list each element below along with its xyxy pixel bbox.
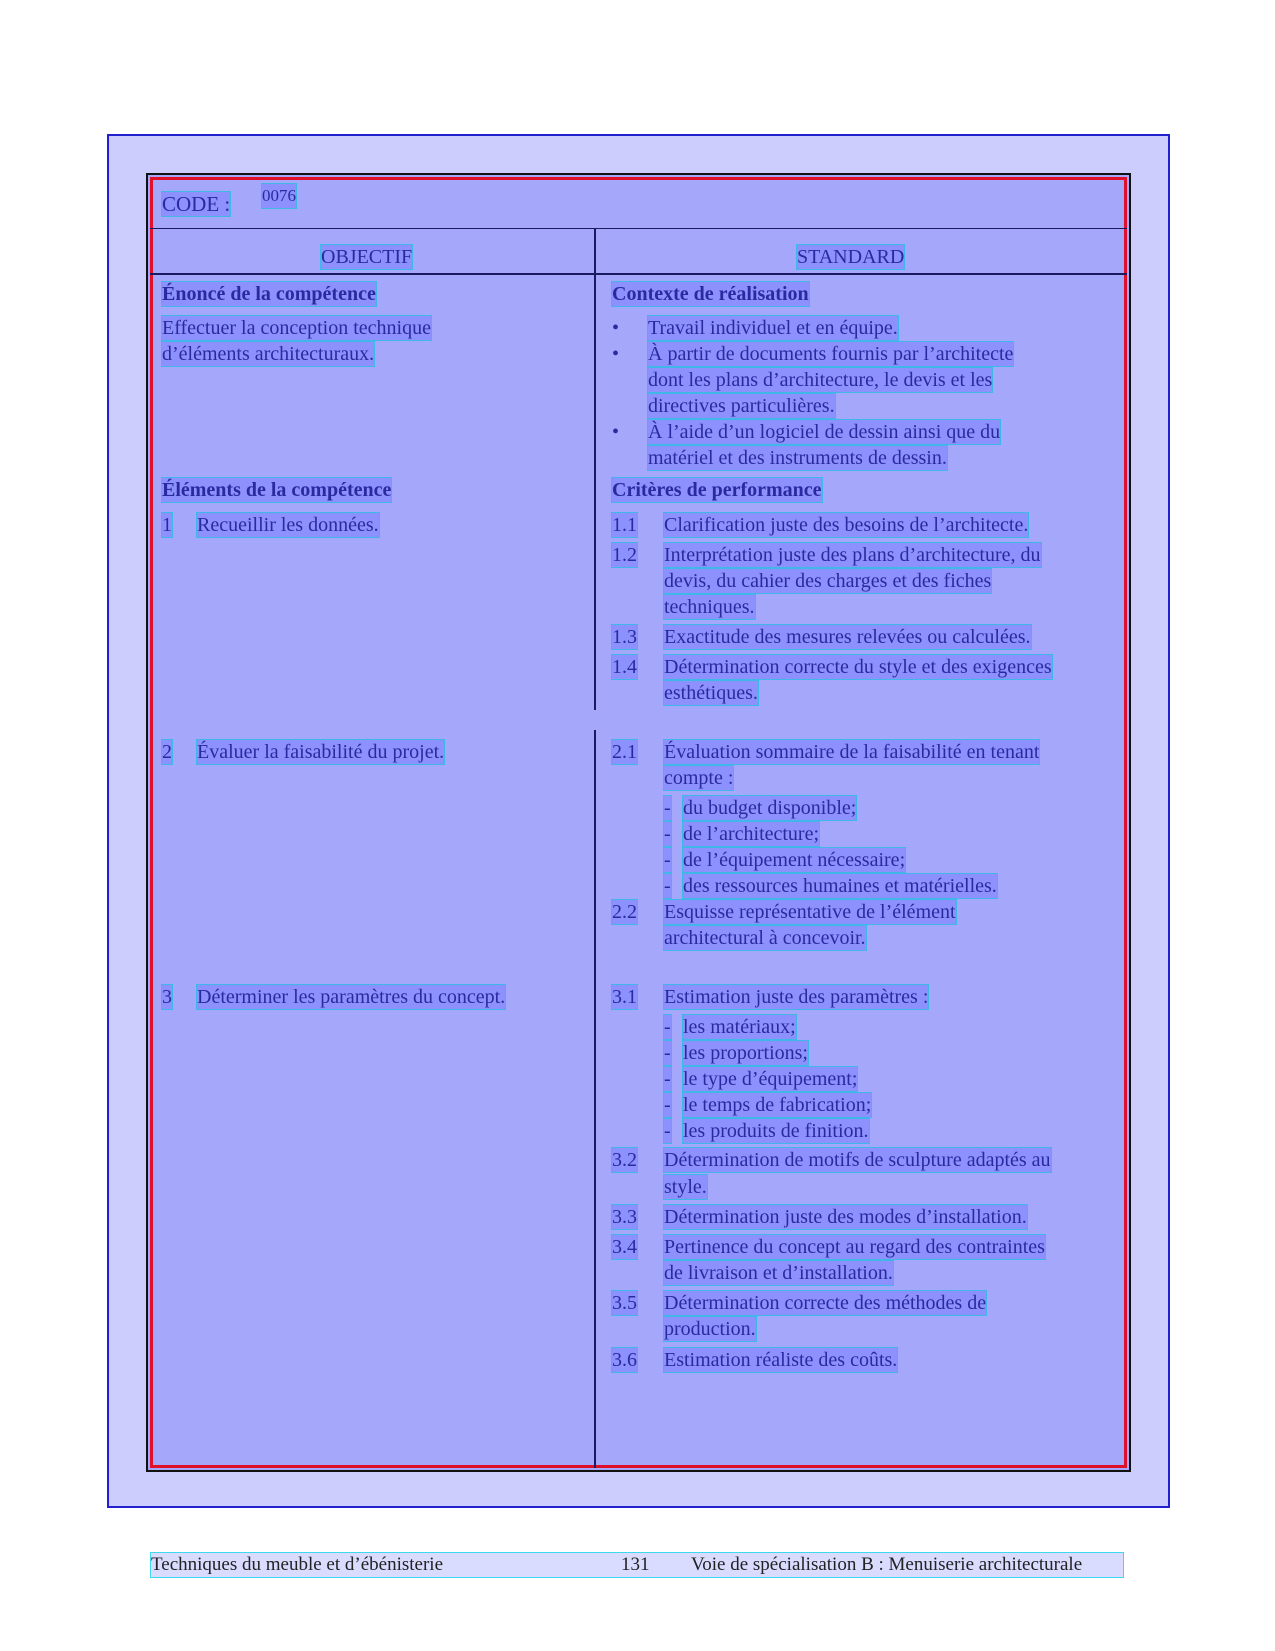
bullet-icon: • <box>612 421 620 443</box>
dash-icon: - <box>664 1094 671 1116</box>
elements-title: Éléments de la compétence <box>162 479 392 501</box>
element-number: 3 <box>162 986 172 1008</box>
sub-item: le temps de fabrication; <box>683 1094 872 1116</box>
criterion-text: Détermination correcte des méthodes de <box>664 1292 987 1314</box>
sub-item: les matériaux; <box>683 1016 796 1038</box>
element-text: Recueillir les données. <box>197 514 379 536</box>
criterion-number: 3.5 <box>612 1292 637 1314</box>
dash-icon: - <box>664 1016 671 1038</box>
column-divider-upper <box>594 229 596 710</box>
contexte-line: matériel et des instruments de dessin. <box>648 447 947 469</box>
criterion-text: Pertinence du concept au regard des contraintes <box>664 1236 1045 1258</box>
enonce-title: Énoncé de la compétence <box>162 283 376 305</box>
header-top-divider <box>150 228 1127 229</box>
criterion-number: 3.6 <box>612 1349 637 1371</box>
sub-item: de l’architecture; <box>683 823 820 845</box>
sub-item: des ressources humaines et matérielles. <box>683 875 997 897</box>
criterion-text: techniques. <box>664 596 755 618</box>
criterion-number: 3.4 <box>612 1236 637 1258</box>
column-divider-lower <box>594 730 596 1468</box>
criterion-text: Détermination juste des modes d’installation. <box>664 1206 1027 1228</box>
contexte-line: À l’aide d’un logiciel de dessin ainsi que du <box>648 421 1001 443</box>
contexte-line: Travail individuel et en équipe. <box>648 317 898 339</box>
criterion-text: Estimation réaliste des coûts. <box>664 1349 898 1371</box>
criterion-number: 3.2 <box>612 1149 637 1171</box>
criterion-text: Clarification juste des besoins de l’architecte. <box>664 514 1029 536</box>
enonce-line: Effectuer la conception technique <box>162 317 431 339</box>
code-label: CODE : <box>162 192 231 216</box>
criterion-text: Interprétation juste des plans d’architecture, du <box>664 544 1041 566</box>
contexte-line: dont les plans d’architecture, le devis et les <box>648 369 993 391</box>
footer-right: Voie de spécialisation B : Menuiserie architecturale <box>691 1554 1083 1575</box>
footer-page-number: 131 <box>621 1554 650 1575</box>
contexte-line: À partir de documents fournis par l’architecte <box>648 343 1014 365</box>
criterion-number: 1.1 <box>612 514 637 536</box>
criterion-text: Détermination correcte du style et des exigences <box>664 656 1052 678</box>
element-text: Évaluer la faisabilité du projet. <box>197 741 445 763</box>
contexte-line: directives particulières. <box>648 395 835 417</box>
bullet-icon: • <box>612 317 620 339</box>
criterion-text: Estimation juste des paramètres : <box>664 986 929 1008</box>
criterion-text: production. <box>664 1318 756 1340</box>
criterion-text: devis, du cahier des charges et des fiches <box>664 570 992 592</box>
criterion-number: 2.1 <box>612 741 637 763</box>
criterion-text: esthétiques. <box>664 682 758 704</box>
criterion-number: 3.3 <box>612 1206 637 1228</box>
criterion-number: 3.1 <box>612 986 637 1008</box>
dash-icon: - <box>664 875 671 897</box>
criterion-text: Évaluation sommaire de la faisabilité en tenant <box>664 741 1040 763</box>
criterion-text: compte : <box>664 767 734 789</box>
footer-left: Techniques du meuble et d’ébénisterie <box>151 1554 444 1575</box>
element-text: Déterminer les paramètres du concept. <box>197 986 506 1008</box>
criterion-number: 1.3 <box>612 626 637 648</box>
sub-item: les proportions; <box>683 1042 808 1064</box>
criterion-text: style. <box>664 1176 707 1198</box>
page-footer <box>151 1553 1123 1577</box>
dash-icon: - <box>664 797 671 819</box>
dash-icon: - <box>664 1068 671 1090</box>
criterion-text: de livraison et d’installation. <box>664 1262 893 1284</box>
header-objectif: OBJECTIF <box>321 246 413 268</box>
criterion-text: Esquisse représentative de l’élément <box>664 901 956 923</box>
enonce-line: d’éléments architecturaux. <box>162 343 375 365</box>
dash-icon: - <box>664 823 671 845</box>
sub-item: le type d’équipement; <box>683 1068 858 1090</box>
contexte-title: Contexte de réalisation <box>612 283 809 305</box>
header-standard: STANDARD <box>797 246 905 268</box>
criterion-number: 1.4 <box>612 656 637 678</box>
bullet-icon: • <box>612 343 620 365</box>
dash-icon: - <box>664 849 671 871</box>
element-number: 1 <box>162 514 172 536</box>
sub-item: du budget disponible; <box>683 797 857 819</box>
sub-item: de l’équipement nécessaire; <box>683 849 906 871</box>
criterion-text: Exactitude des mesures relevées ou calculées. <box>664 626 1031 648</box>
criterion-number: 1.2 <box>612 544 637 566</box>
criterion-text: Détermination de motifs de sculpture adaptés au <box>664 1149 1051 1171</box>
sub-item: les produits de finition. <box>683 1120 869 1142</box>
criterion-number: 2.2 <box>612 901 637 923</box>
criteres-title: Critères de performance <box>612 479 822 501</box>
code-value: 0076 <box>262 184 296 208</box>
criterion-text: architectural à concevoir. <box>664 927 866 949</box>
dash-icon: - <box>664 1042 671 1064</box>
dash-icon: - <box>664 1120 671 1142</box>
header-bottom-divider <box>150 273 1127 275</box>
element-number: 2 <box>162 741 172 763</box>
